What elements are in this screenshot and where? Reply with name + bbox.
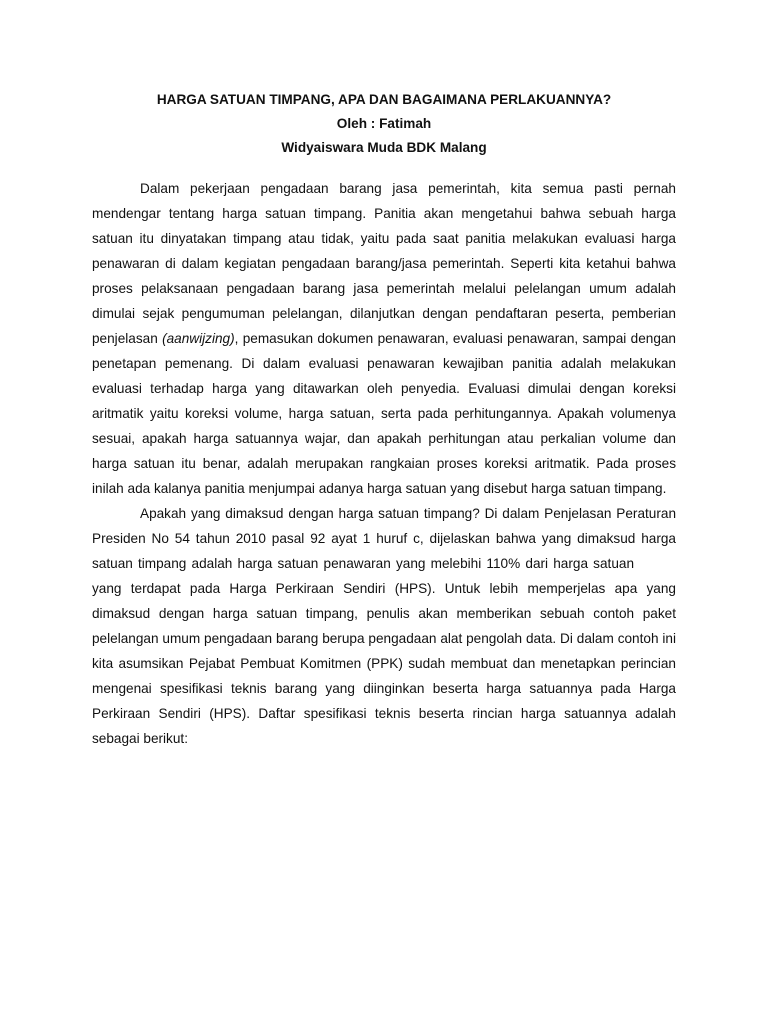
paragraph-2-text-a: Apakah yang dimaksud dengan harga satuan timpang? Di dalam Penjelasan Peraturan Presiden No 54 tahun 2010 pasal 92 ayat 1 huruf c, dijelaskan bahwa yang dimaksud harga satuan timpang adalah harga satuan penawaran yang melebihi 110% dari harga satuan — [92, 506, 676, 571]
document-title: HARGA SATUAN TIMPANG, APA DAN BAGAIMANA PERLAKUANNYA? — [156, 92, 612, 107]
author-line: Oleh : Fatimah — [336, 116, 432, 131]
paragraph-1-text-b: , pemasukan dokumen penawaran, evaluasi penawaran, sampai dengan penetapan pemenang. Di dalam evaluasi penawaran kewajiban panitia adalah melakukan evaluasi terhadap harga yang ditawarkan oleh penyedia. Evaluasi dimulai dengan koreksi aritmatik yaitu koreksi volume, harga satuan, serta pada perhitungannya. Apakah volumenya sesuai, apakah harga satuannya wajar, dan apakah perhitungan atau perkalian volume dan harga satuan itu benar, adalah merupakan rangkaian proses koreksi aritmatik. Pada proses inilah ada kalanya panitia menjumpai adanya harga satuan yang disebut harga satuan timpang. — [92, 331, 676, 496]
document-body — [92, 176, 676, 751]
paragraph-2-text-b: yang terdapat pada Harga Perkiraan Sendiri (HPS). Untuk lebih memperjelas apa yang dimaksud dengan harga satuan timpang, penulis akan memberikan sebuah contoh paket pelelangan umum pengadaan barang berupa pengadaan alat pengolah data. Di dalam contoh ini kita asumsikan Pejabat Pembuat Komitmen (PPK) sudah membuat dan menetapkan perincian mengenai spesifikasi teknis barang yang diinginkan beserta harga satuannya pada Harga Perkiraan Sendiri (HPS). Daftar spesifikasi teknis beserta rincian harga satuannya adalah sebagai berikut: — [92, 581, 676, 746]
paragraph-1-text-a: Dalam pekerjaan pengadaan barang jasa pemerintah, kita semua pasti pernah mendengar tentang harga satuan timpang. Panitia akan mengetahui bahwa sebuah harga satuan itu dinyatakan timpang atau tidak, yaitu pada saat panitia melakukan evaluasi harga penawaran di dalam kegiatan pengadaan barang/jasa pemerintah. Seperti kita ketahui bahwa proses pelaksanaan pengadaan barang jasa pemerintah melalui pelelangan umum adalah dimulai sejak pengumuman pelelangan, dilanjutkan dengan pendaftaran peserta, pemberian penjelasan — [92, 181, 676, 346]
author-affiliation: Widyaiswara Muda BDK Malang — [281, 140, 487, 155]
paragraph-2 — [92, 501, 676, 751]
paragraph-1-italic-term: (aanwijzing) — [162, 331, 235, 346]
document-header — [92, 88, 676, 160]
paragraph-1 — [92, 176, 676, 501]
